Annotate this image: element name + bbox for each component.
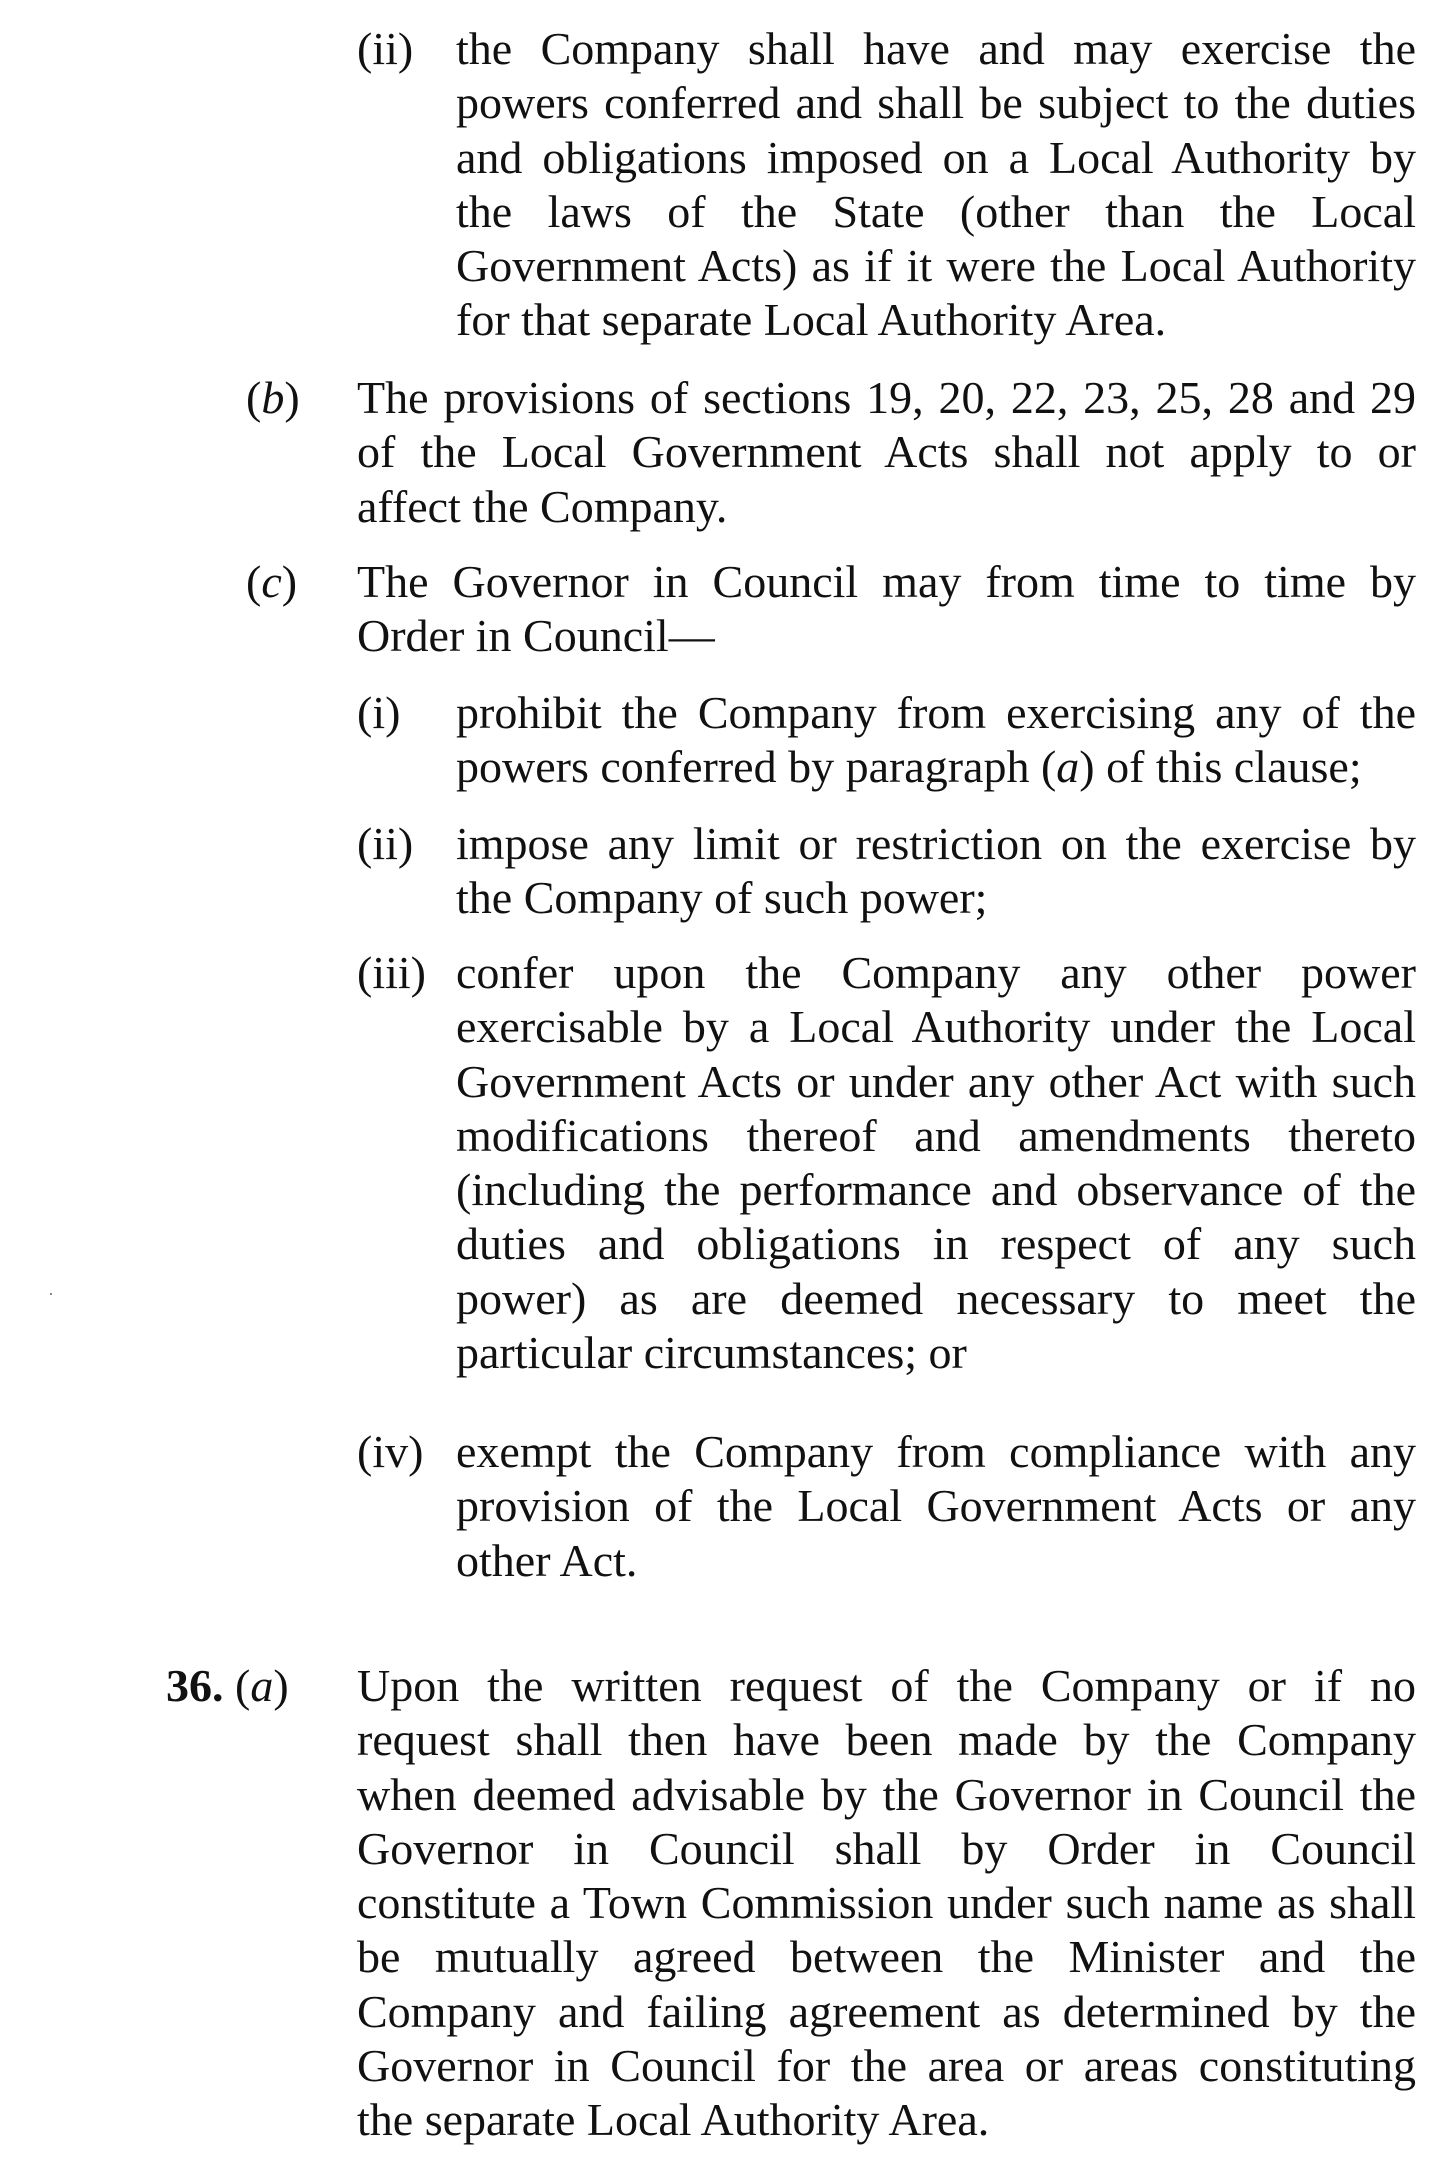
text-line: affect the Company. xyxy=(357,480,728,532)
text-line: Upon the written request of the Company or if no xyxy=(357,1660,1416,1711)
text-line: confer upon the Company any other power xyxy=(456,947,1416,998)
text-line: (including the performance and observance of the xyxy=(456,1164,1416,1216)
text-line: the laws of the State (other than the Local xyxy=(456,185,1416,237)
text-line: exercisable by a Local Authority under the Local xyxy=(456,1001,1416,1053)
item-label-ii: (ii) xyxy=(357,23,414,74)
text-line: The provisions of sections 19, 20, 22, 23, 25, 28 and 29 xyxy=(357,372,1416,423)
text-line: impose any limit or restriction on the exercise by xyxy=(456,818,1416,869)
text-line: the Company of such power; xyxy=(456,872,988,924)
text-line: particular circumstances; or xyxy=(456,1327,967,1379)
item-ii-text xyxy=(456,22,1416,348)
item-label-i: (i) xyxy=(357,687,401,738)
paragraph-label-b: (b) xyxy=(246,372,300,423)
text-line: The Governor in Council may from time to time by xyxy=(357,556,1416,607)
text-line: request shall then have been made by the Company xyxy=(357,1714,1416,1766)
text-line: Governor in Council for the area or areas constituting xyxy=(357,2040,1416,2092)
text-line: exempt the Company from compliance with any xyxy=(456,1426,1416,1477)
item-label-iii: (iii) xyxy=(357,947,426,998)
text-line: Order in Council— xyxy=(357,610,715,662)
text-line: Government Acts) as if it were the Local Authority xyxy=(456,240,1416,292)
text-line: when deemed advisable by the Governor in Council the xyxy=(357,1768,1416,1820)
text-line: Company and failing agreement as determined by the xyxy=(357,1985,1416,2037)
clause-36-text xyxy=(357,1659,1416,2148)
text-line: constitute a Town Commission under such name as shall xyxy=(357,1877,1416,1929)
text-line: modifications thereof and amendments thereto xyxy=(456,1109,1416,1161)
item-i-text xyxy=(456,686,1416,795)
text-line: and obligations imposed on a Local Authority by xyxy=(456,131,1416,183)
item-ii-second-text xyxy=(456,817,1416,926)
scan-speck xyxy=(50,1293,52,1295)
clause-number: 36. (a) xyxy=(166,1660,289,1711)
item-label-iv: (iv) xyxy=(357,1426,424,1477)
text-line: powers conferred and shall be subject to the duties xyxy=(456,77,1416,129)
item-iv-text xyxy=(456,1425,1416,1588)
text-line: powers conferred by paragraph (a) of this clause; xyxy=(456,741,1362,793)
text-line: for that separate Local Authority Area. xyxy=(456,294,1167,346)
paragraph-label-c: (c) xyxy=(246,556,298,607)
text-line: provision of the Local Government Acts or any xyxy=(456,1480,1416,1532)
item-iii-text xyxy=(456,946,1416,1380)
text-line: the Company shall have and may exercise the xyxy=(456,23,1416,74)
text-line: other Act. xyxy=(456,1534,638,1586)
text-line: the separate Local Authority Area. xyxy=(357,2094,990,2146)
text-line: Government Acts or under any other Act with such xyxy=(456,1055,1416,1107)
text-line: power) as are deemed necessary to meet the xyxy=(456,1272,1416,1324)
paragraph-c-text xyxy=(357,555,1416,664)
item-label-ii-second: (ii) xyxy=(357,818,414,869)
text-line: duties and obligations in respect of any such xyxy=(456,1218,1416,1270)
text-line: of the Local Government Acts shall not apply to or xyxy=(357,426,1416,478)
text-line: Governor in Council shall by Order in Council xyxy=(357,1822,1416,1874)
paragraph-b-text xyxy=(357,371,1416,534)
text-line: be mutually agreed between the Minister and the xyxy=(357,1931,1416,1983)
text-line: prohibit the Company from exercising any of the xyxy=(456,687,1416,738)
